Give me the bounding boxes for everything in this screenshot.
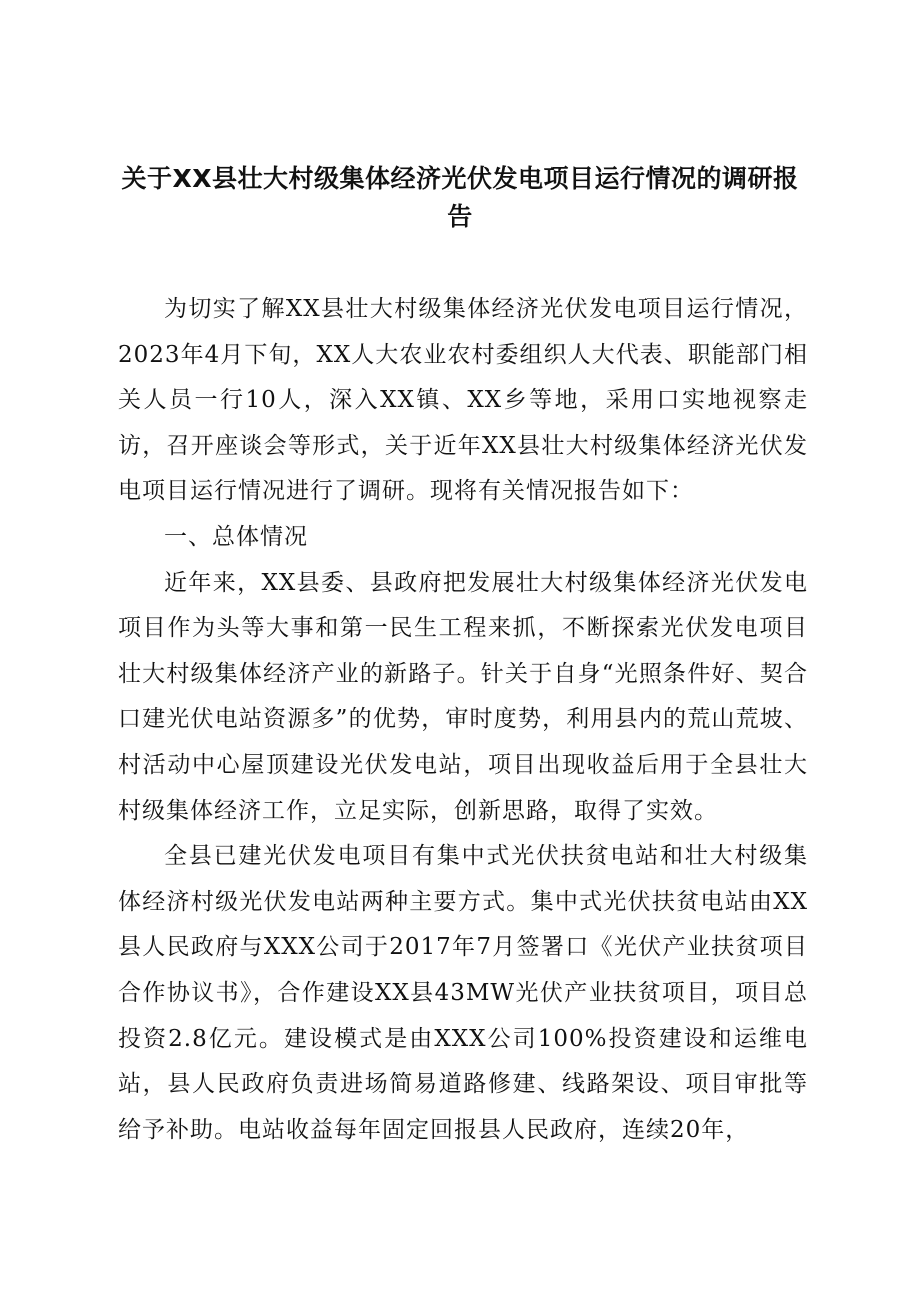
paragraph-projects: 全县已建光伏发电项目有集中式光伏扶贫电站和壮大村级集体经济村级光伏发电站两种主要方式。集中式光伏扶贫电站由XX县人民政府与XXX公司于2017年7月签署口《光伏产业扶贫项目合作协议书》，合作建设XX县43MW光伏产业扶贫项目，项目总投资2.8亿元。建设模式是由XXX公司100%投资建设和运维电站，县人民政府负责进场简易道路修建、线路架设、项目审批等给予补助。电站收益每年固定回报县人民政府，连续20年， bbox=[118, 843, 808, 1143]
document-body bbox=[118, 287, 808, 1153]
document-title: 关于XX县壮大村级集体经济光伏发电项目运行情况的调研报告 bbox=[121, 164, 799, 231]
paragraph-intro: 为切实了解XX县壮大村级集体经济光伏发电项目运行情况，2023年4月下旬，XX人大农业农村委组织人大代表、职能部门相关人员一行10人，深入XX镇、XX乡等地，采用口实地视察走访，召开座谈会等形式，关于近年XX县壮大村级集体经济光伏发电项目运行情况进行了调研。现将有关情况报告如下： bbox=[118, 296, 808, 505]
paragraph-overview: 近年来，XX县委、县政府把发展壮大村级集体经济光伏发电项目作为头等大事和第一民生工程来抓，不断探索光伏发电项目壮大村级集体经济产业的新路子。针关于自身“光照条件好、契合口建光伏电站资源多”的优势，审时度势，利用县内的荒山荒坡、村活动中心屋顶建设光伏发电站，项目出现收益后用于全县壮大村级集体经济工作，立足实际，创新思路，取得了实效。 bbox=[118, 569, 808, 824]
section-heading-overview: 一、总体情况 bbox=[164, 523, 308, 550]
